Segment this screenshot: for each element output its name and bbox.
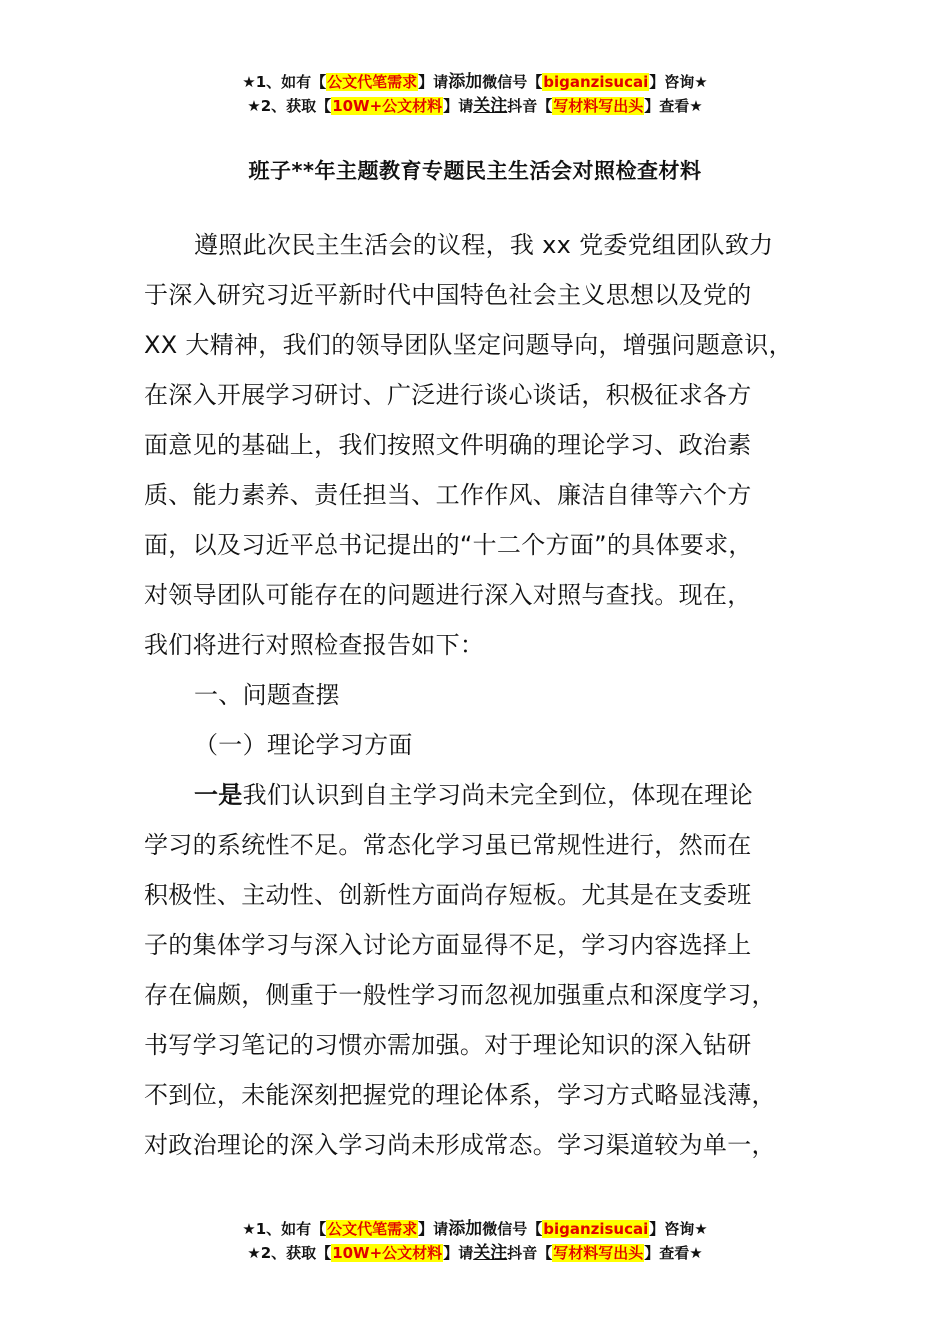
banner-text: 】请 [418, 1220, 449, 1238]
banner-line-1 [0, 70, 950, 94]
banner-text: 微信号【 [482, 1220, 543, 1238]
body-line: 不到位，未能深刻把握党的理论体系，学习方式略显浅薄， [144, 1081, 776, 1109]
body-line: 于深入研究习近平新时代中国特色社会主义思想以及党的 [144, 281, 752, 309]
body-line: 面意见的基础上，我们按照文件明确的理论学习、政治素 [144, 431, 752, 459]
banner-text: 微信号【 [482, 73, 543, 91]
body-line: 面，以及习近平总书记提出的“十二个方面”的具体要求， [144, 531, 753, 559]
footer-banner [0, 1217, 950, 1265]
banner-douyin-id: 写材料写出头 [553, 1244, 644, 1262]
body-line: 存在偏颇，侧重于一般性学习而忽视加强重点和深度学习， [144, 981, 776, 1009]
body-line: 学习的系统性不足。常态化学习虽已常规性进行，然而在 [144, 831, 752, 859]
paragraph-lead: 一是 [194, 781, 243, 809]
banner-text: ★2、获取【 [247, 1244, 332, 1262]
body-line: 在深入开展学习研讨、广泛进行谈心谈话，积极征求各方 [144, 381, 752, 409]
banner-wechat-id: biganzisucai [543, 73, 649, 91]
body-line: 对政治理论的深入学习尚未形成常态。学习渠道较为单一， [144, 1131, 776, 1159]
banner-emphasis: 添加 [448, 1219, 483, 1239]
body-line: 积极性、主动性、创新性方面尚存短板。尤其是在支委班 [144, 881, 752, 909]
banner-highlight: 10W+公文材料 [332, 1244, 443, 1262]
body-line [194, 780, 753, 810]
banner-text: 抖音【 [507, 97, 553, 115]
body-line: 质、能力素养、责任担当、工作作风、廉洁自律等六个方 [144, 481, 752, 509]
banner-text: 】查看★ [644, 1244, 703, 1262]
banner-text: 】请 [418, 73, 449, 91]
body-line: XX 大精神，我们的领导团队坚定问题导向，增强问题意识， [144, 331, 793, 359]
banner-emphasis: 添加 [448, 72, 483, 92]
body-text: 我们认识到自主学习尚未完全到位，体现在理论 [242, 781, 753, 809]
banner-highlight: 公文代笔需求 [327, 73, 418, 91]
banner-text: ★1、如有【 [242, 1220, 327, 1238]
banner-text: 】咨询★ [649, 1220, 708, 1238]
section-heading: 一、问题查摆 [194, 681, 340, 709]
banner-text: 抖音【 [507, 1244, 553, 1262]
banner-text: ★1、如有【 [242, 73, 327, 91]
banner-text: 】咨询★ [649, 73, 708, 91]
body-line: 遵照此次民主生活会的议程，我 xx 党委党组团队致力 [194, 231, 774, 259]
banner-emphasis: 关注 [473, 96, 508, 116]
banner-douyin-id: 写材料写出头 [553, 97, 644, 115]
document-title: 班子**年主题教育专题民主生活会对照检查材料 [248, 159, 702, 183]
banner-text: 】请 [443, 97, 474, 115]
banner-wechat-id: biganzisucai [543, 1220, 649, 1238]
banner-line-2 [0, 94, 950, 118]
subsection-heading: （一）理论学习方面 [194, 731, 413, 759]
banner-text: 】请 [443, 1244, 474, 1262]
banner-highlight: 公文代笔需求 [327, 1220, 418, 1238]
banner-highlight: 10W+公文材料 [332, 97, 443, 115]
banner-line-2 [0, 1241, 950, 1265]
body-line: 我们将进行对照检查报告如下： [144, 631, 485, 659]
body-line: 子的集体学习与深入讨论方面显得不足，学习内容选择上 [144, 931, 752, 959]
banner-text: ★2、获取【 [247, 97, 332, 115]
banner-text: 】查看★ [644, 97, 703, 115]
banner-emphasis: 关注 [473, 1243, 508, 1263]
header-banner [0, 70, 950, 118]
banner-line-1 [0, 1217, 950, 1241]
body-line: 对领导团队可能存在的问题进行深入对照与查找。现在， [144, 581, 752, 609]
body-line: 书写学习笔记的习惯亦需加强。对于理论知识的深入钻研 [144, 1031, 752, 1059]
